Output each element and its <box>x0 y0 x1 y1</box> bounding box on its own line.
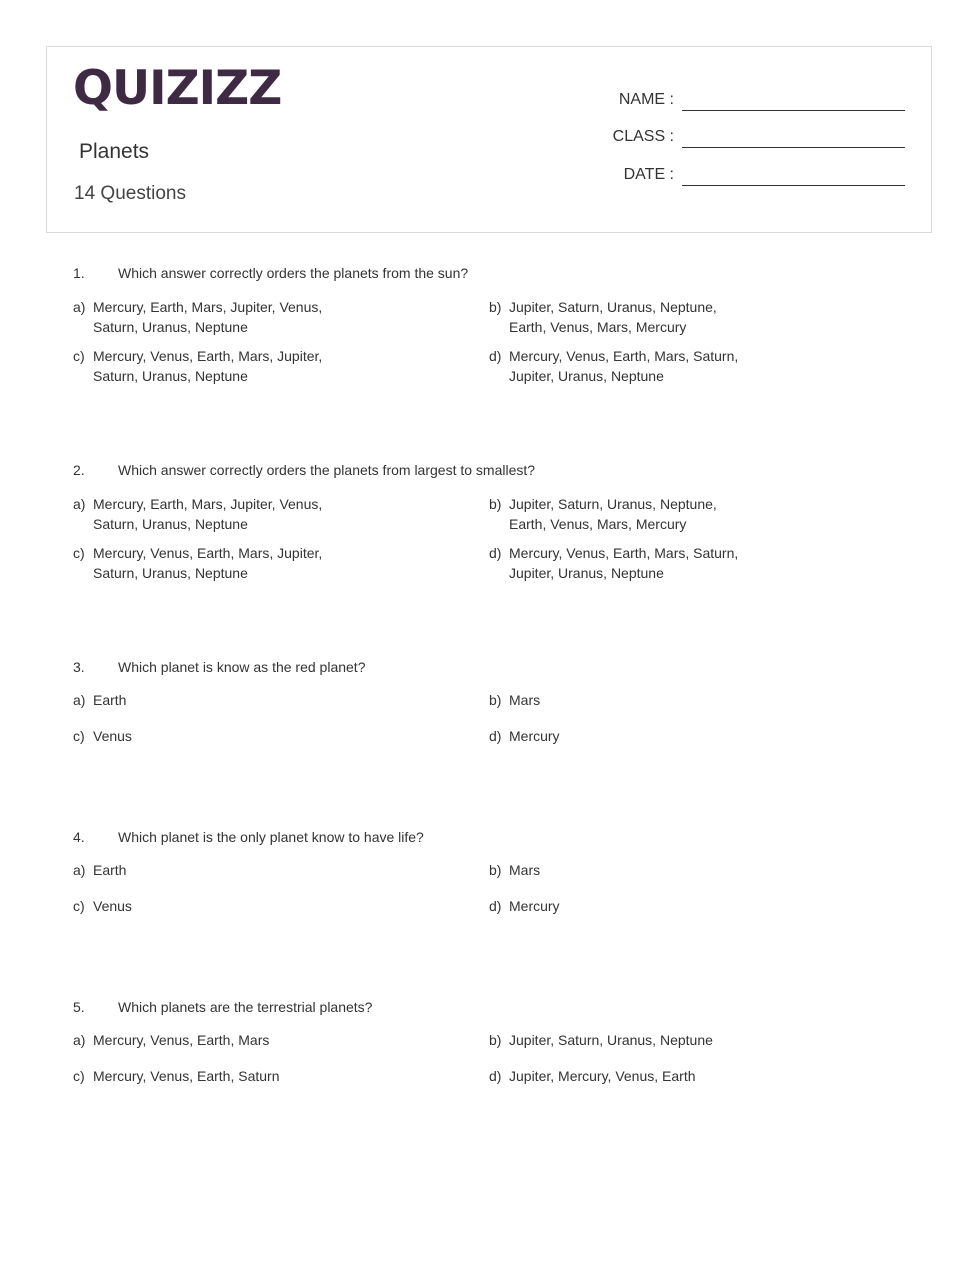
option-text: Mercury, Earth, Mars, Jupiter, Venus, Saturn, Uranus, Neptune <box>93 299 323 335</box>
option-letter: a) <box>73 1032 86 1048</box>
option-text: Mars <box>509 692 541 708</box>
date-label: DATE : <box>623 166 674 183</box>
option-letter: a) <box>73 299 86 315</box>
option-letter: c) <box>73 348 85 364</box>
class-line[interactable] <box>682 147 905 148</box>
option-text: Mercury, Venus, Earth, Mars <box>93 1032 270 1048</box>
option-text: Mars <box>509 862 541 878</box>
option-text: Mercury, Venus, Earth, Mars, Saturn, Jupiter, Uranus, Neptune <box>509 348 739 384</box>
name-field[interactable] <box>587 87 907 111</box>
question-text: Which planet is the only planet know to have life? <box>118 829 424 845</box>
date-line[interactable] <box>682 185 905 186</box>
name-line[interactable] <box>682 110 905 111</box>
class-label: CLASS : <box>612 128 674 145</box>
option-text: Mercury, Earth, Mars, Jupiter, Venus, Saturn, Uranus, Neptune <box>93 496 323 532</box>
option-text: Mercury, Venus, Earth, Mars, Jupiter, Saturn, Uranus, Neptune <box>93 545 323 581</box>
question-number: 5. <box>73 999 85 1015</box>
option-text: Jupiter, Saturn, Uranus, Neptune, Earth, Venus, Mars, Mercury <box>509 299 717 335</box>
question-text: Which planets are the terrestrial planets? <box>118 999 373 1015</box>
option-letter: d) <box>489 545 502 561</box>
option-letter: b) <box>489 862 502 878</box>
question-count: 14 Questions <box>74 183 186 204</box>
question-number: 1. <box>73 265 85 281</box>
option-letter: c) <box>73 545 85 561</box>
option-text: Jupiter, Saturn, Uranus, Neptune, Earth, Venus, Mars, Mercury <box>509 496 717 532</box>
name-label: NAME : <box>618 91 674 108</box>
option-text: Earth <box>93 862 127 878</box>
date-field[interactable] <box>587 162 907 186</box>
option-letter: b) <box>489 692 502 708</box>
option-text: Mercury, Venus, Earth, Mars, Saturn, Jupiter, Uranus, Neptune <box>509 545 739 581</box>
option-letter: c) <box>73 728 85 744</box>
option-letter: b) <box>489 299 502 315</box>
option-text: Mercury <box>509 728 560 744</box>
question-text: Which answer correctly orders the planets from the sun? <box>118 265 469 281</box>
question-text: Which answer correctly orders the planets from largest to smallest? <box>118 462 536 478</box>
option-letter: b) <box>489 496 502 512</box>
option-letter: a) <box>73 496 86 512</box>
option-text: Mercury, Venus, Earth, Mars, Jupiter, Saturn, Uranus, Neptune <box>93 348 323 384</box>
option-text: Mercury <box>509 898 560 914</box>
question-number: 2. <box>73 462 85 478</box>
option-text: Jupiter, Saturn, Uranus, Neptune <box>509 1032 713 1048</box>
option-letter: b) <box>489 1032 502 1048</box>
option-letter: c) <box>73 1068 85 1084</box>
page-title: Planets <box>79 140 150 163</box>
option-text: Earth <box>93 692 127 708</box>
option-letter: d) <box>489 1068 502 1084</box>
option-text: Venus <box>93 728 132 744</box>
option-letter: d) <box>489 348 502 364</box>
option-letter: a) <box>73 692 86 708</box>
option-letter: d) <box>489 898 502 914</box>
option-letter: c) <box>73 898 85 914</box>
option-text: Jupiter, Mercury, Venus, Earth <box>509 1068 696 1084</box>
option-letter: d) <box>489 728 502 744</box>
worksheet-header <box>46 46 932 233</box>
quizizz-logo: QUIZIZZ <box>73 61 282 116</box>
question-text: Which planet is know as the red planet? <box>118 659 366 675</box>
question-number: 4. <box>73 829 85 845</box>
option-letter: a) <box>73 862 86 878</box>
question-number: 3. <box>73 659 85 675</box>
option-text: Mercury, Venus, Earth, Saturn <box>93 1068 280 1084</box>
option-text: Venus <box>93 898 132 914</box>
class-field[interactable] <box>587 124 907 148</box>
